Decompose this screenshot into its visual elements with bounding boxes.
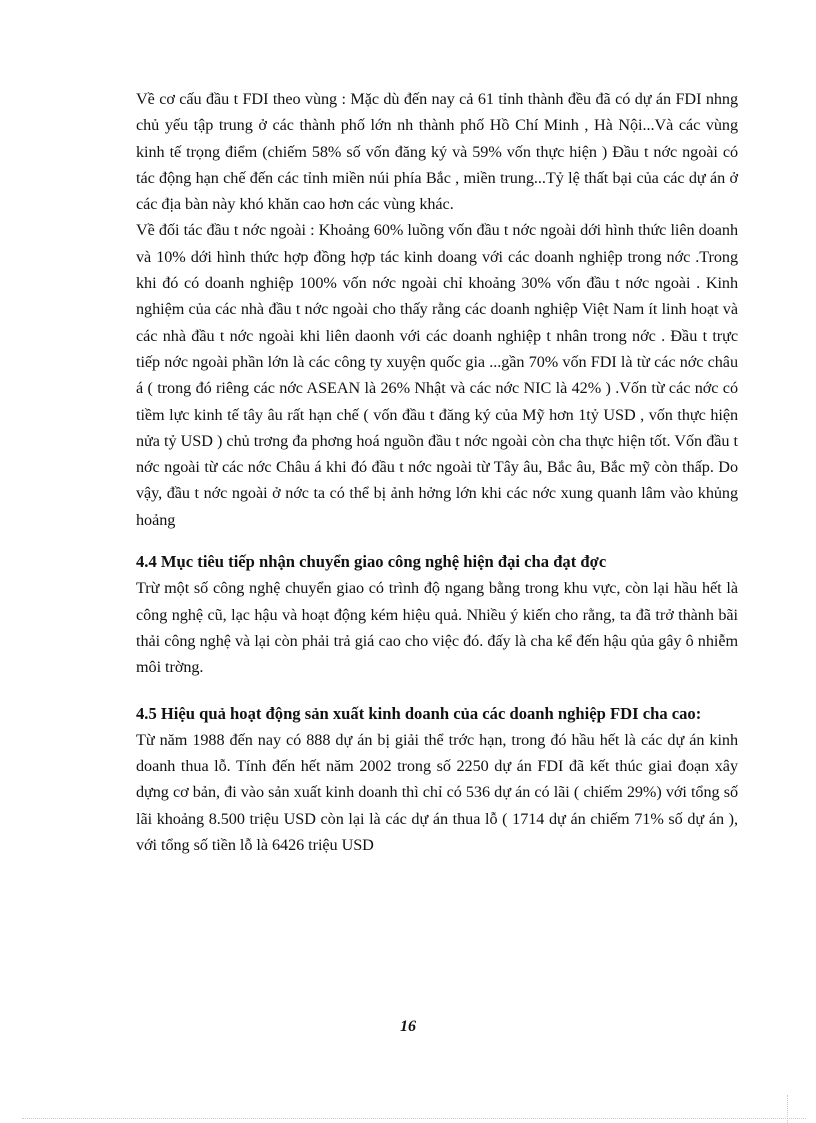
paragraph-fdi-by-region: Về cơ cấu đầu t FDI theo vùng : Mặc dù đến nay cả 61 tỉnh thành đều đã có dự án FDI nhng chủ yếu tập trung ở các thành phố lớn nh thành phố Hồ Chí Minh , Hà Nội...Và các vùng kinh tế trọng điểm (chiếm 58% số vốn đăng ký và 59% vốn thực hiện ) Đầu t nớc ngoài có tác động hạn chế đến các tỉnh miền núi phía Bắc , miền trung...Tỷ lệ thất bại của các dự án ở các địa bàn này khó khăn cao hơn các vùng khác. [136, 90, 738, 214]
section-heading-4-4: 4.4 Mục tiêu tiếp nhận chuyển giao công nghệ hiện đại cha đạt đợc [136, 552, 607, 572]
paragraph-technology-transfer: Trừ một số công nghệ chuyển giao có trình độ ngang bằng trong khu vực, còn lại hầu hết là công nghệ cũ, lạc hậu và hoạt động kém hiệu quả. Nhiều ý kiến cho rằng, ta đã trở thành bãi thải công nghệ và lại còn phải trả giá cao cho việc đó. đấy là cha kể đến hậu qủa gây ô nhiễm môi trờng. [136, 579, 738, 677]
paragraph-foreign-partners: Về đối tác đầu t nớc ngoài : Khoảng 60% luồng vốn đầu t nớc ngoài dới hình thức liên doanh và 10% dới hình thức hợp đồng hợp tác kinh doang với các doanh nghiệp trong nớc .Trong khi đó có doanh nghiệp 100% vốn nớc ngoài chỉ khoảng 30% vốn đầu t nớc ngoài . Kinh nghiệm của các nhà đầu t nớc ngoài cho thấy rằng các doanh nghiệp Việt Nam ít linh hoạt và các nhà đầu t nớc ngoài khi liên daonh với các doanh nghiệp t nhân trong nớc . Đầu t trực tiếp nớc ngoài phần lớn là các công ty xuyện quốc gia ...gần 70% vốn FDI là từ các nớc châu á ( trong đó riêng các nớc ASEAN là 26% Nhật và các nớc NIC là 42% ) .Vốn từ các nớc có tiềm lực kinh tế tây âu rất hạn chế ( vốn đầu t đăng ký của Mỹ hơn 1tỷ USD , vốn thực hiện nửa tỷ USD ) chủ trơng đa phơng hoá nguồn đầu t nớc ngoài còn cha thực hiện tốt. Vốn đầu t nớc ngoài từ các nớc Châu á khi đó đầu t nớc ngoài từ Tây âu, Bắc âu, Bắc mỹ còn thấp. Do vậy, đầu t nớc ngoài ở nớc ta có thể bị ảnh hởng lớn khi các nớc xung quanh lâm vào khủng hoảng [136, 221, 738, 529]
page-bottom-rule [22, 1118, 806, 1119]
paragraph-business-efficiency: Từ năm 1988 đến nay có 888 dự án bị giải thể trớc hạn, trong đó hầu hết là các dự án kinh doanh thua lỗ. Tính đến hết năm 2002 trong số 2250 dự án FDI đã kết thúc giai đoạn xây dựng cơ bản, đi vào sản xuất kinh doanh thì chỉ có 536 dự án có lãi ( chiếm 29%) với tổng số lãi khoảng 8.500 triệu USD còn lại là các dự án thua lỗ ( 1714 dự án chiếm 71% số dự án ), với tổng số tiền lỗ là 6426 triệu USD [136, 730, 738, 855]
section-heading-4-5: 4.5 Hiệu quả hoạt động sản xuất kinh doanh của các doanh nghiệp FDI cha cao: [136, 703, 702, 723]
page-number: 16 [400, 1018, 416, 1035]
page-corner-rule [787, 1095, 788, 1123]
page-content [136, 86, 738, 858]
